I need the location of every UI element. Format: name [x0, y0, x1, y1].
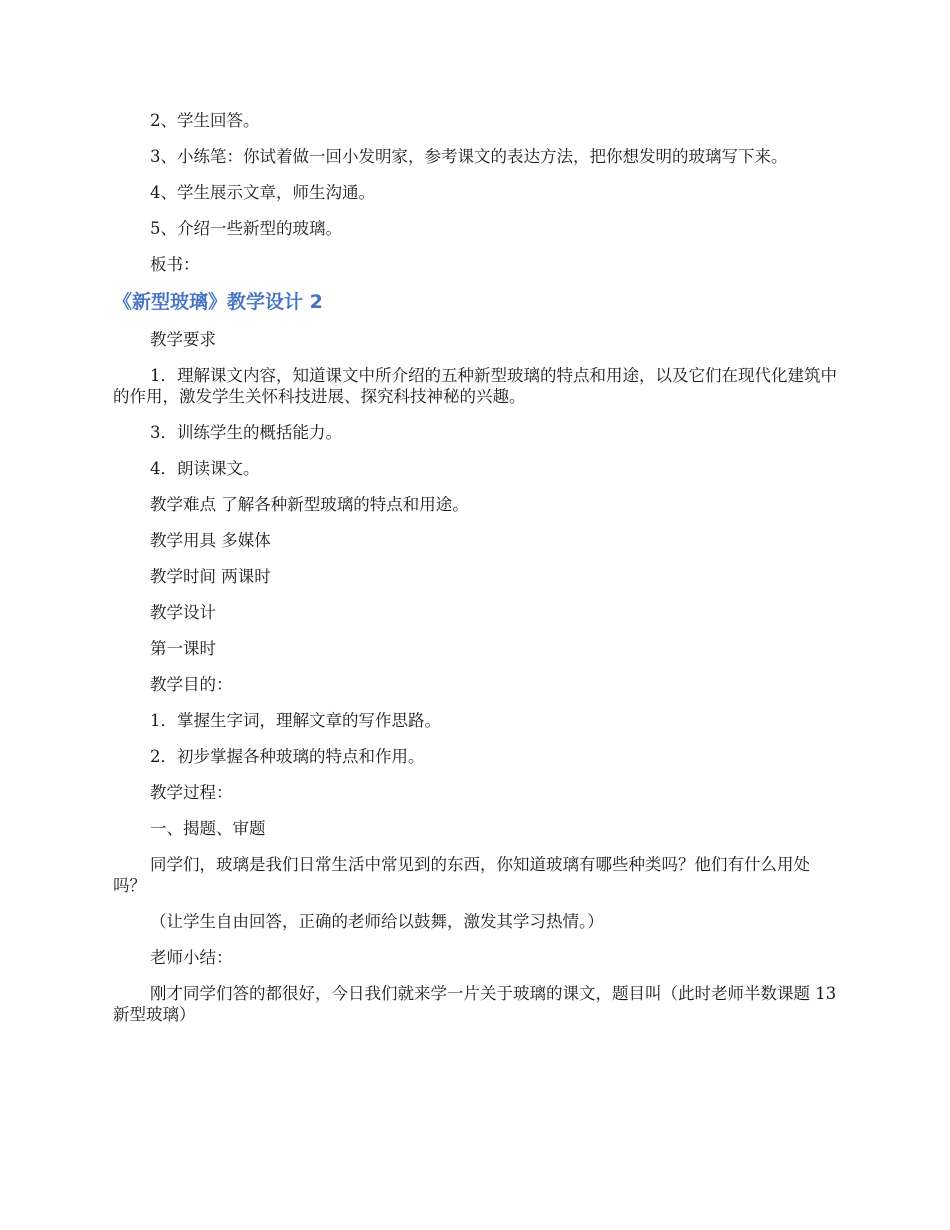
paragraph: 教学过程：: [150, 783, 233, 802]
paragraph: 教学难点 了解各种新型玻璃的特点和用途。: [150, 495, 469, 514]
paragraph: 刚才同学们答的都很好，今日我们就来学一片关于玻璃的课文，题目叫（此时老师半数课题 13 新型玻璃）: [113, 984, 837, 1024]
paragraph: 3、小练笔：你试着做一回小发明家，参考课文的表达方法，把你想发明的玻璃写下来。: [150, 147, 788, 166]
paragraph: 第一课时: [150, 639, 216, 658]
paragraph: 板书：: [150, 255, 200, 274]
document-body: [113, 110, 838, 1040]
paragraph: 教学目的：: [150, 675, 233, 694]
paragraph: （让学生自由回答，正确的老师给以鼓舞，激发其学习热情。）: [150, 912, 604, 931]
paragraph: 同学们，玻璃是我们日常生活中常见到的东西，你知道玻璃有哪些种类吗？他们有什么用处吗？: [113, 855, 810, 895]
paragraph: 老师小结：: [150, 948, 233, 967]
paragraph: 一、揭题、审题: [150, 819, 266, 838]
paragraph: 教学设计: [150, 603, 216, 622]
paragraph: 1．掌握生字词，理解文章的写作思路。: [150, 711, 441, 730]
paragraph: 5、介绍一些新型的玻璃。: [150, 219, 342, 238]
paragraph: 2、学生回答。: [150, 111, 260, 130]
paragraph: 4．朗读课文。: [150, 459, 260, 478]
paragraph: 教学用具 多媒体: [150, 531, 271, 550]
paragraph: 3．训练学生的概括能力。: [150, 423, 342, 442]
paragraph: 教学要求: [150, 330, 216, 349]
paragraph: 1．理解课文内容，知道课文中所介绍的五种新型玻璃的特点和用途，以及它们在现代化建筑中的作用，激发学生关怀科技进展、探究科技神秘的兴趣。: [113, 366, 837, 406]
paragraph: 4、学生展示文章，师生沟通。: [150, 183, 375, 202]
section-heading: 《新型玻璃》教学设计 2: [113, 291, 323, 313]
paragraph: 教学时间 两课时: [150, 567, 271, 586]
paragraph: 2．初步掌握各种玻璃的特点和作用。: [150, 747, 425, 766]
